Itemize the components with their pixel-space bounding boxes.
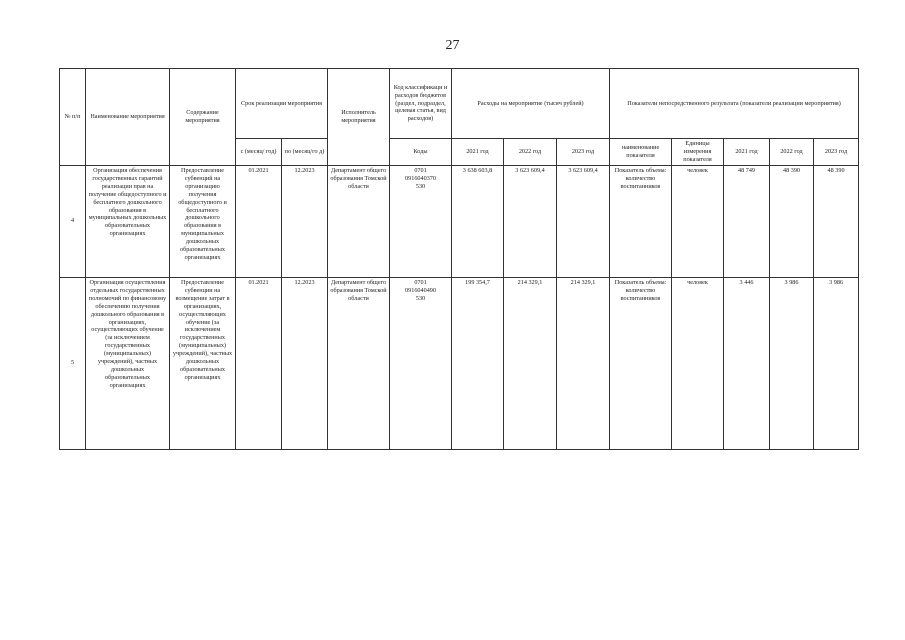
row-codes: 0701 0916040370 530 xyxy=(390,165,452,277)
row-indicator-name: Показатель объема: количество воспитанников xyxy=(610,277,672,449)
header-content: Содержание мероприятия xyxy=(170,69,236,166)
header-indicator-name: наименование показателя xyxy=(610,139,672,166)
row-unit: человек xyxy=(672,277,724,449)
row-content: Предоставление субвенции на возмещение затрат в организациях, осуществляющих обучение (за исключением государственных (муниципальных) учреждений), частных дошкольных образовательных организациях xyxy=(170,277,236,449)
header-codes: Коды xyxy=(390,139,452,166)
row-executor: Департамент общего образования Томской области xyxy=(328,277,390,449)
row-indicator-2021: 3 446 xyxy=(724,277,770,449)
header-name: Наименование мероприятия xyxy=(86,69,170,166)
header-period: Срок реализации мероприятия xyxy=(236,69,328,139)
row-expense-2022: 214 329,1 xyxy=(504,277,557,449)
row-num: 4 xyxy=(60,165,86,277)
header-period-from: с (месяц/ год) xyxy=(236,139,282,166)
header-period-to: по (месяц/го д) xyxy=(282,139,328,166)
header-indicator-2022: 2022 год xyxy=(770,139,814,166)
row-name: Организация осуществления отдельных государственных полномочий по финансовому обеспечению получения дошкольного образования в организациях, осуществляющих обучение (за исключением государственных (муниципальных) учреждений), частных дошкольных образовательных организациях xyxy=(86,277,170,449)
row-period-from: 01.2021 xyxy=(236,165,282,277)
row-expense-2023: 3 623 609,4 xyxy=(557,165,610,277)
header-indicators: Показатели непосредственного результата (показатели реализации мероприятия) xyxy=(610,69,859,139)
header-executor: Исполнитель мероприятия xyxy=(328,69,390,166)
row-indicator-2021: 48 749 xyxy=(724,165,770,277)
row-executor: Департамент общего образования Томской области xyxy=(328,165,390,277)
row-period-to: 12.2023 xyxy=(282,277,328,449)
page-number: 27 xyxy=(445,38,460,53)
row-expense-2023: 214 329,1 xyxy=(557,277,610,449)
row-indicator-2023: 3 986 xyxy=(814,277,859,449)
row-expense-2021: 199 354,7 xyxy=(452,277,504,449)
header-expense-2022: 2022 год xyxy=(504,139,557,166)
row-expense-2021: 3 638 603,8 xyxy=(452,165,504,277)
row-num: 5 xyxy=(60,277,86,449)
header-indicator-2023: 2023 год xyxy=(814,139,859,166)
measures-table xyxy=(59,68,859,450)
header-indicator-2021: 2021 год xyxy=(724,139,770,166)
header-classification: Код классификаци и расходов бюджетов (раздел, подраздел, целевая статья, вид расходов) xyxy=(390,69,452,139)
row-period-from: 01.2021 xyxy=(236,277,282,449)
row-indicator-2023: 48 390 xyxy=(814,165,859,277)
row-indicator-2022: 48 390 xyxy=(770,165,814,277)
row-period-to: 12.2023 xyxy=(282,165,328,277)
header-expense-2023: 2023 год xyxy=(557,139,610,166)
row-name: Организация обеспечения государственных гарантий реализации прав на получение общедоступного и бесплатного дошкольного образования в муниципальных дошкольных образовательных организациях xyxy=(86,165,170,277)
header-expense-2021: 2021 год xyxy=(452,139,504,166)
row-indicator-name: Показатель объема: количество воспитанников xyxy=(610,165,672,277)
row-codes: 0701 0916040490 530 xyxy=(390,277,452,449)
header-row-1 xyxy=(60,69,859,139)
row-content: Предоставление субвенций на организацию получения общедоступного и бесплатного дошкольного образования в муниципальных дошкольных образовательных организациях xyxy=(170,165,236,277)
header-unit: Единицы измерения показателя xyxy=(672,139,724,166)
table-row xyxy=(60,165,859,277)
row-expense-2022: 3 623 609,4 xyxy=(504,165,557,277)
row-indicator-2022: 3 986 xyxy=(770,277,814,449)
table-row xyxy=(60,277,859,449)
row-unit: человек xyxy=(672,165,724,277)
header-expenses: Расходы на мероприятие (тысяч рублей) xyxy=(452,69,610,139)
header-num: № п/п xyxy=(60,69,86,166)
